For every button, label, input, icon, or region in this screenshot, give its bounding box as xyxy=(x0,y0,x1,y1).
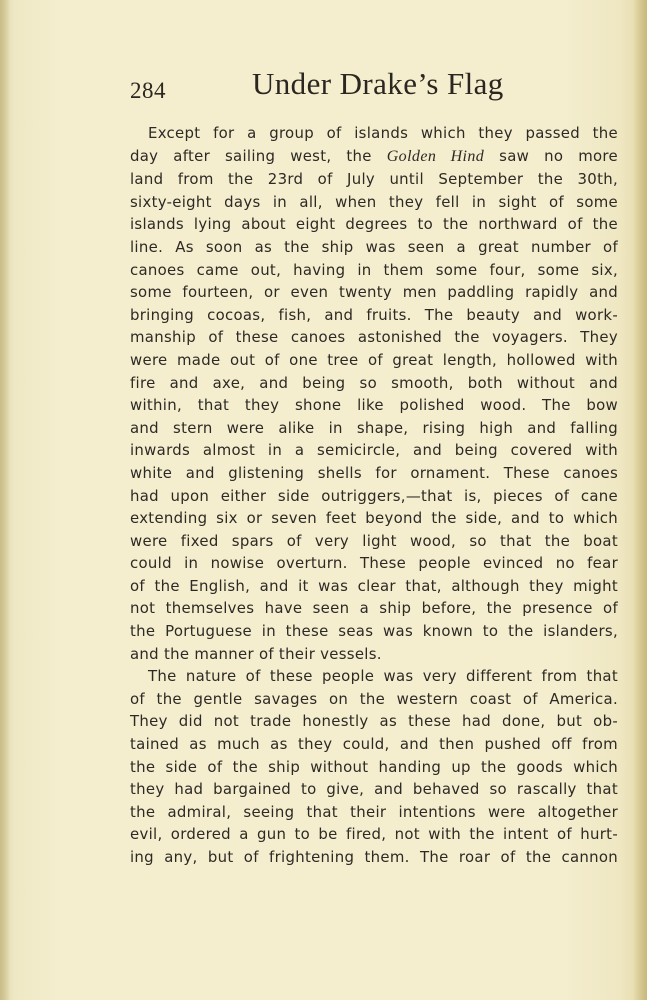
text-line: the Portuguese in these seas was known to the islanders, xyxy=(130,622,618,641)
text-fragment: day after sailing west, the xyxy=(130,146,387,165)
text-line: ing any, but of frightening them. The roar of the cannon xyxy=(130,848,618,866)
text-line: were fixed spars of very light wood, so that the boat xyxy=(130,531,618,550)
text-line: of the English, and it was clear that, although they might xyxy=(130,576,618,595)
text-line: were made out of one tree of great length, hollowed with xyxy=(130,350,618,369)
running-title: Under Drake’s Flag xyxy=(252,66,504,101)
paragraph-2 xyxy=(130,665,618,868)
text-line: white and glistening shells for ornament. These canoes xyxy=(130,463,618,482)
text-line: not themselves have seen a ship before, the presence of xyxy=(130,599,618,618)
text-line: some fourteen, or even twenty men paddling rapidly and xyxy=(130,283,618,302)
text-line: and the manner of their vessels. xyxy=(130,644,382,663)
text-line: evil, ordered a gun to be fired, not with the intent of hurt- xyxy=(130,825,618,844)
page-number: 284 xyxy=(130,78,166,103)
body-text xyxy=(130,122,618,869)
text-line xyxy=(130,145,618,169)
text-line: Except for a group of islands which they passed the xyxy=(148,124,618,142)
text-line: manship of these canoes astonished the voyagers. They xyxy=(130,328,618,347)
text-line: bringing cocoas, fish, and fruits. The beauty and work- xyxy=(130,305,618,324)
text-line: land from the 23rd of July until September the 30th, xyxy=(130,170,618,189)
text-line: canoes came out, having in them some four, some six, xyxy=(130,260,618,279)
ship-name: Golden Hind xyxy=(386,147,485,165)
text-line: of the gentle savages on the western coast of America. xyxy=(130,689,618,708)
text-line: islands lying about eight degrees to the northward of the xyxy=(130,215,618,234)
page-header xyxy=(130,66,617,110)
text-line: they had bargained to give, and behaved so rascally that xyxy=(130,780,618,799)
text-line: inwards almost in a semicircle, and being covered with xyxy=(130,441,618,460)
spine-shadow xyxy=(0,0,10,1000)
text-line: sixty-eight days in all, when they fell in sight of some xyxy=(130,192,618,211)
text-line: extending six or seven feet beyond the side, and to which xyxy=(130,509,618,528)
text-fragment: saw no more xyxy=(484,146,618,165)
text-line: line. As soon as the ship was seen a great number of xyxy=(130,237,618,256)
text-line: fire and axe, and being so smooth, both without and xyxy=(130,373,618,392)
text-line: had upon either side outriggers,—that is, pieces of cane xyxy=(130,486,618,505)
text-line: tained as much as they could, and then pushed off from xyxy=(130,735,618,754)
page-edge-shadow xyxy=(633,0,647,1000)
text-line: within, that they shone like polished wood. The bow xyxy=(130,396,618,415)
paragraph-1 xyxy=(130,122,618,665)
text-line: and stern were alike in shape, rising high and falling xyxy=(130,418,618,437)
text-line: They did not trade honestly as these had done, but ob- xyxy=(130,712,618,731)
text-line: the admiral, seeing that their intentions were altogether xyxy=(130,802,618,821)
text-line: the side of the ship without handing up the goods which xyxy=(130,757,618,776)
text-line: The nature of these people was very different from that xyxy=(148,667,618,686)
text-line: could in nowise overturn. These people evinced no fear xyxy=(130,554,618,573)
